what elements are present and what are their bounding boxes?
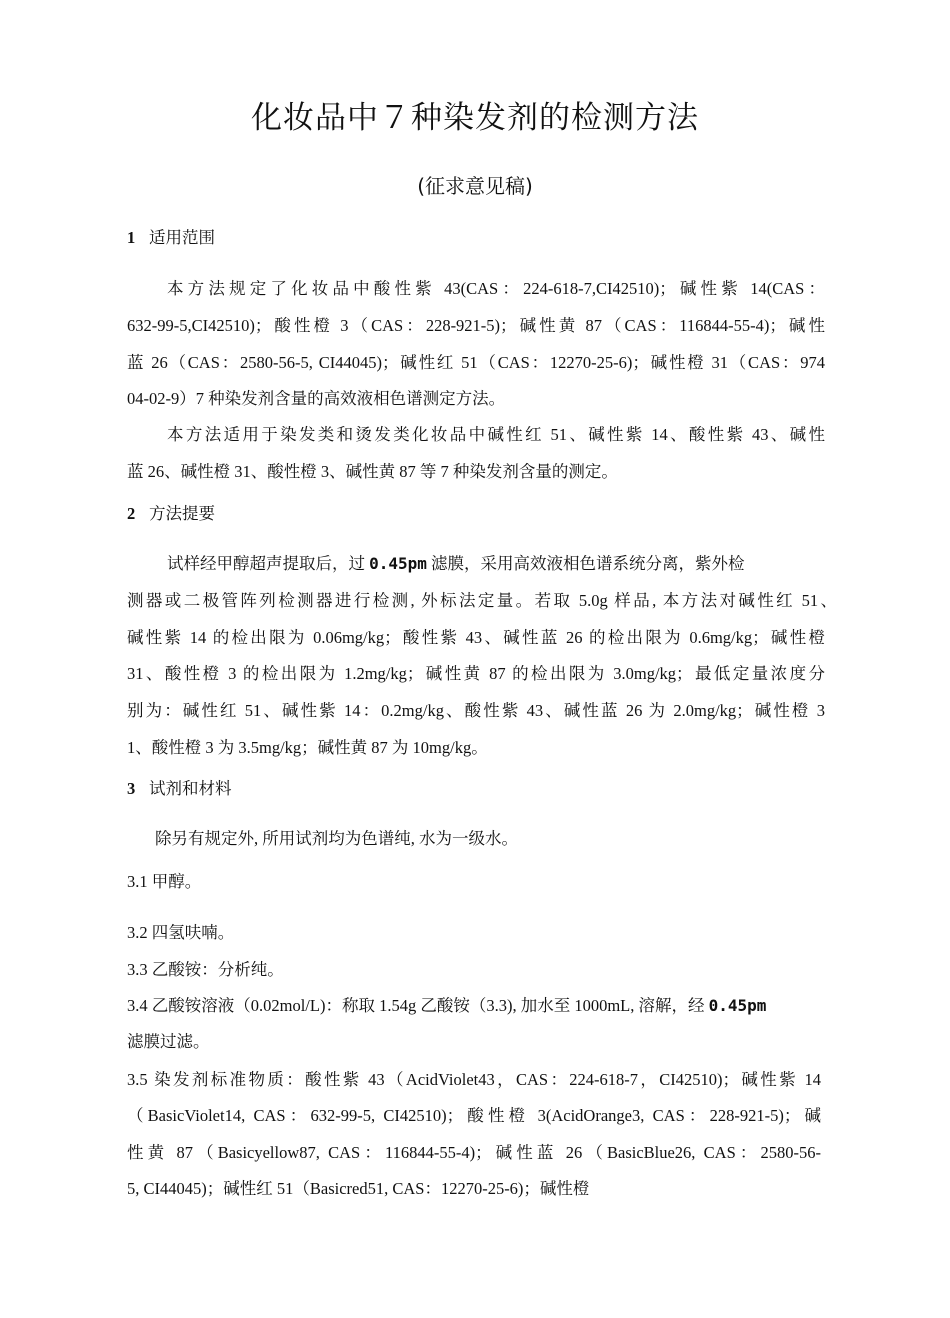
section-2-heading [127, 503, 215, 525]
section-2-line-3: 碱性紫 14 的检出限为 0.06mg/kg；酸性紫 43、碱性蓝 26 的检出限为 0.6mg/kg；碱性橙 [127, 628, 825, 647]
section-3-item-3-5-line-3: 性黄 87（Basicyellow87, CAS：116844-55-4)；碱性蓝 26（BasicBlue26, CAS：2580-56- [127, 1143, 821, 1162]
section-1-number: 1 [127, 228, 136, 247]
section-3-item-3-5-line-1: 3.5 染发剂标准物质：酸性紫 43（AcidViolet43，CAS：224-618-7，CI42510)；碱性紫 14 [127, 1070, 821, 1089]
section-3-item-3-4-line-1: 3.4 乙酸铵溶液（0.02mol/L)：称取 1.54g 乙酸铵（3.3), 加水至 1000mL, 溶解，经 0.45pm [127, 996, 767, 1015]
section-3-item-3-5-line-2: （BasicViolet14, CAS：632-99-5, CI42510)；酸性橙 3(AcidOrange3, CAS：228-921-5)；碱 [127, 1106, 821, 1125]
section-1-para-1-line-1: 本方法规定了化妆品中酸性紫 43(CAS：224-618-7,CI42510)；碱性紫 14(CAS： [167, 279, 825, 298]
section-1-para-2-line-2: 蓝 26、碱性橙 31、酸性橙 3、碱性黄 87 等 7 种染发剂含量的测定。 [127, 462, 618, 481]
section-3-item-3-1: 3.1 甲醇。 [127, 872, 202, 891]
section-1-para-2-line-1: 本方法适用于染发类和烫发类化妆品中碱性红 51、碱性紫 14、酸性紫 43、碱性 [167, 425, 826, 444]
section-2-line-5: 别为：碱性红 51、碱性紫 14：0.2mg/kg、酸性紫 43、碱性蓝 26 为 2.0mg/kg；碱性橙 3 [127, 701, 825, 720]
section-3-item-3-2: 3.2 四氢呋喃。 [127, 923, 235, 942]
section-3-item-3-3: 3.3 乙酸铵：分析纯。 [127, 960, 284, 979]
section-2-number: 2 [127, 504, 136, 523]
section-3-title: 试剂和材料 [149, 779, 232, 798]
section-1-para-1-line-4: 04-02-9）7 种染发剂含量的高效液相色谱测定方法。 [127, 389, 506, 408]
document-title: 化妆品中７种染发剂的检测方法 [251, 100, 699, 136]
section-3-item-3-5-line-4: 5, CI44045)；碱性红 51（Basicred51, CAS：12270-25-6)；碱性橙 [127, 1179, 590, 1198]
section-3-intro: 除另有规定外, 所用试剂均为色谱纯, 水为一级水。 [155, 829, 518, 848]
section-3-item-3-4-line-2: 滤膜过滤。 [127, 1032, 210, 1051]
document-subtitle: (征求意见稿) [417, 174, 533, 198]
section-3-heading [127, 778, 232, 800]
section-1-para-1-line-3: 蓝 26（CAS：2580-56-5, CI44045)；碱性红 51（CAS：12270-25-6)；碱性橙 31（CAS：974 [127, 353, 825, 372]
section-3-number: 3 [127, 779, 136, 798]
section-2-line-2: 测器或二极管阵列检测器进行检测, 外标法定量。若取 5.0g 样品, 本方法对碱性红 51、 [127, 591, 837, 610]
section-2-title: 方法提要 [149, 504, 215, 523]
section-1-title: 适用范围 [149, 228, 215, 247]
section-1-heading [127, 227, 215, 249]
section-2-line-1: 试样经甲醇超声提取后，过 0.45pm 滤膜，采用高效液相色谱系统分离，紫外检 [167, 554, 745, 573]
section-2-line-6: 1、酸性橙 3 为 3.5mg/kg；碱性黄 87 为 10mg/kg。 [127, 738, 488, 757]
section-2-line-4: 31、酸性橙 3 的检出限为 1.2mg/kg；碱性黄 87 的检出限为 3.0mg/kg；最低定量浓度分 [127, 664, 825, 683]
section-1-para-1-line-2: 632-99-5,CI42510)；酸性橙 3（CAS：228-921-5)；碱性黄 87（CAS：116844-55-4)；碱性 [127, 316, 825, 335]
